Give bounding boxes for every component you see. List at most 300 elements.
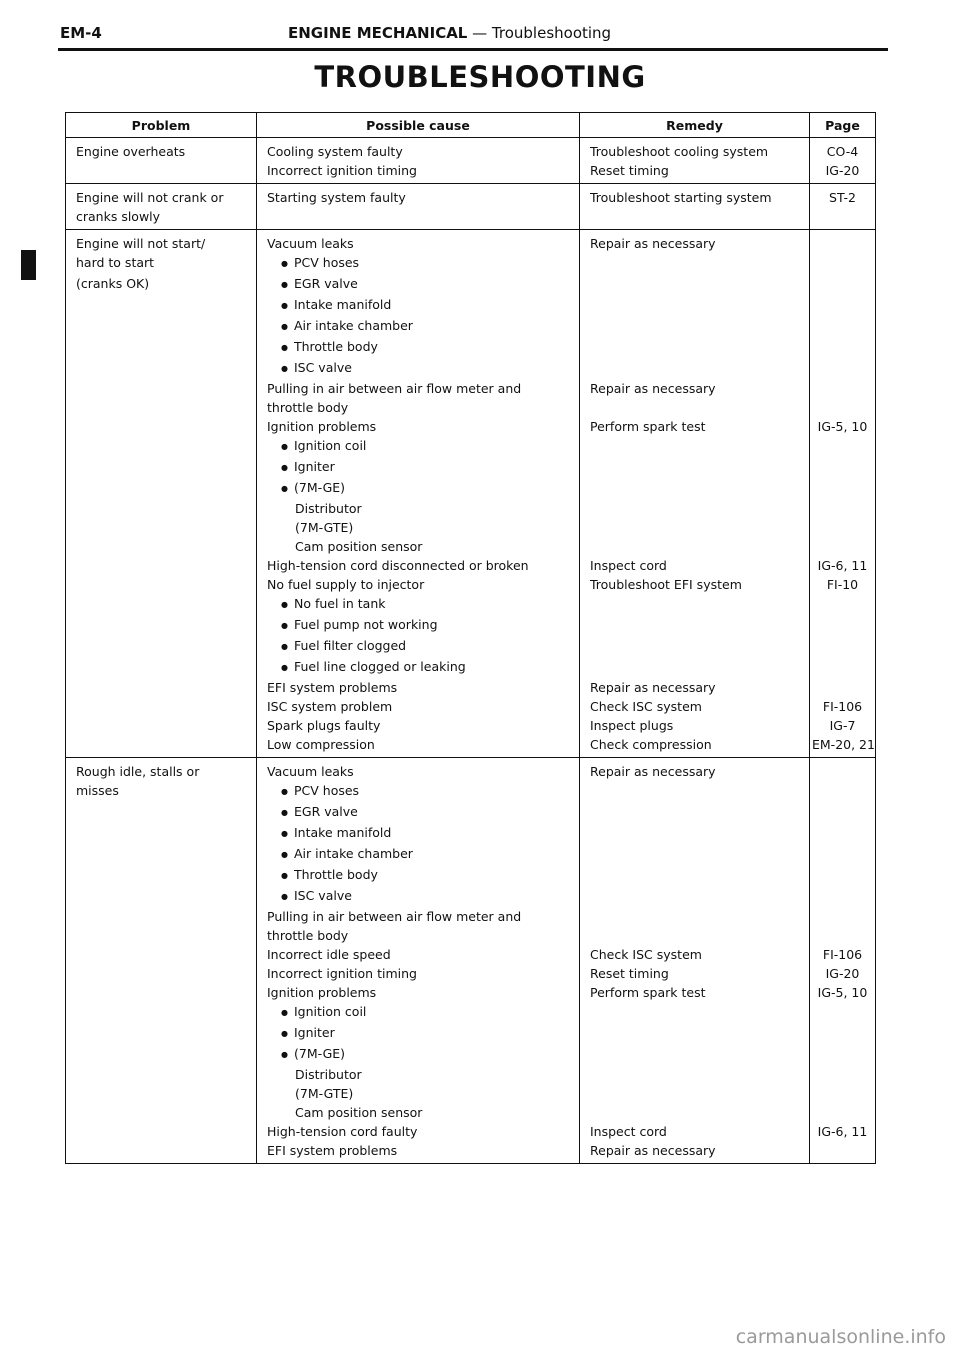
cell-cause: [257, 316, 580, 337]
cell-remedy-text: [590, 865, 803, 884]
cell-page-text: IG-20: [825, 163, 860, 178]
cell-page-text: [812, 907, 873, 926]
cell-page-text: [812, 1023, 873, 1042]
cell-cause-text: High-tension cord disconnected or broken: [267, 558, 529, 573]
page-code: EM-4: [60, 24, 102, 42]
cell-problem: [66, 1023, 257, 1044]
cell-cause: [257, 657, 580, 678]
cell-cause-text: ● (7M-GE): [267, 478, 573, 499]
table-row: [66, 636, 876, 657]
cell-remedy-text: [590, 537, 803, 556]
cell-page: [810, 230, 876, 254]
cell-remedy: [580, 274, 810, 295]
cell-problem-text: [76, 926, 250, 945]
cell-cause: [257, 478, 580, 499]
cell-problem: [66, 138, 257, 162]
cell-remedy-text: [590, 844, 803, 863]
cell-remedy: [580, 657, 810, 678]
column-header-cause: Possible cause: [257, 113, 580, 138]
cell-problem: [66, 337, 257, 358]
cell-page-text: IG-5, 10: [817, 985, 868, 1000]
cell-page-text: FI-10: [826, 577, 859, 592]
cell-problem-text: Engine will not crank or: [76, 190, 224, 205]
cell-problem: [66, 518, 257, 537]
table-row: [66, 295, 876, 316]
table-row: [66, 417, 876, 436]
table-row: [66, 1122, 876, 1141]
cell-remedy: [580, 844, 810, 865]
cell-cause-text: ● No fuel in tank: [267, 594, 573, 615]
cell-cause-text: Cooling system faulty: [267, 144, 403, 159]
cell-page-text: [812, 274, 873, 293]
cell-problem: [66, 823, 257, 844]
cell-problem-text: Engine overheats: [76, 144, 186, 159]
cell-remedy: [580, 964, 810, 983]
cell-problem: [66, 758, 257, 782]
cell-cause-text: ● Intake manifold: [267, 823, 573, 844]
cell-remedy: [580, 499, 810, 518]
cell-remedy: [580, 184, 810, 208]
table-row: [66, 758, 876, 782]
cell-remedy: [580, 417, 810, 436]
cell-problem: [66, 537, 257, 556]
cell-cause: [257, 358, 580, 379]
cell-problem: [66, 274, 257, 295]
cell-page: [810, 184, 876, 208]
cell-remedy-text: Inspect plugs: [590, 718, 674, 733]
cell-cause: [257, 907, 580, 926]
cell-cause: [257, 457, 580, 478]
cell-problem-text: [76, 983, 250, 1002]
cell-cause-text: Incorrect ignition timing: [267, 163, 417, 178]
cell-cause-text: ● Igniter: [267, 1023, 573, 1044]
table-row: [66, 161, 876, 184]
table-row: [66, 1103, 876, 1122]
cell-page: [810, 594, 876, 615]
cell-cause-text: ● PCV hoses: [267, 253, 573, 274]
table-row: [66, 926, 876, 945]
cell-remedy-text: [590, 1002, 803, 1021]
cell-cause-text: Pulling in air between air flow meter and: [267, 909, 522, 924]
table-row: [66, 983, 876, 1002]
cell-problem: [66, 983, 257, 1002]
cell-cause: [257, 983, 580, 1002]
cell-cause-text: ● EGR valve: [267, 274, 573, 295]
cell-problem-text: [76, 457, 250, 476]
cell-page: [810, 615, 876, 636]
cell-cause: [257, 823, 580, 844]
cell-page: [810, 161, 876, 184]
cell-cause-text: ● Air intake chamber: [267, 844, 573, 865]
cell-cause-text: ● Fuel filter clogged: [267, 636, 573, 657]
cell-remedy: [580, 636, 810, 657]
table-row: [66, 735, 876, 758]
cell-remedy-text: Perform spark test: [590, 419, 706, 434]
cell-problem-text: [76, 945, 250, 964]
cell-page: [810, 478, 876, 499]
cell-problem-text: [76, 379, 250, 398]
cell-remedy: [580, 1084, 810, 1103]
cell-page-text: [812, 844, 873, 863]
table-row: [66, 716, 876, 735]
cell-problem-text: [76, 316, 250, 335]
cell-cause: [257, 295, 580, 316]
cell-problem-text: hard to start: [76, 255, 155, 270]
cell-problem: [66, 926, 257, 945]
cell-remedy-text: [590, 886, 803, 905]
cell-page-text: [812, 499, 873, 518]
cell-problem: [66, 184, 257, 208]
cell-page: [810, 436, 876, 457]
cell-page: [810, 207, 876, 230]
cell-remedy: [580, 594, 810, 615]
cell-remedy: [580, 716, 810, 735]
cell-cause-text: ● Throttle body: [267, 865, 573, 886]
cell-page: [810, 907, 876, 926]
cell-problem-text: [76, 678, 250, 697]
cell-page: [810, 697, 876, 716]
cell-problem-text: [76, 657, 250, 676]
cell-cause: [257, 184, 580, 208]
cell-remedy: [580, 253, 810, 274]
cell-problem: [66, 358, 257, 379]
cell-page-text: [812, 1141, 873, 1160]
cell-cause-text: Ignition problems: [267, 985, 377, 1000]
cell-problem: [66, 1122, 257, 1141]
cell-cause: [257, 1103, 580, 1122]
cell-problem: [66, 802, 257, 823]
cell-page: [810, 823, 876, 844]
cell-cause: [257, 678, 580, 697]
cell-remedy-text: Troubleshoot starting system: [590, 190, 772, 205]
cell-remedy-text: [590, 518, 803, 537]
cell-page: [810, 886, 876, 907]
cell-problem-text: Rough idle, stalls or: [76, 764, 200, 779]
cell-cause-text: Vacuum leaks: [267, 236, 354, 251]
cell-page-text: [812, 295, 873, 314]
cell-page: [810, 1023, 876, 1044]
cell-page-text: [812, 457, 873, 476]
cell-page: [810, 844, 876, 865]
cell-problem-text: [76, 478, 250, 497]
cell-remedy-text: Reset timing: [590, 163, 669, 178]
cell-cause: [257, 697, 580, 716]
cell-page-text: [812, 802, 873, 821]
cell-problem-text: cranks slowly: [76, 209, 161, 224]
table-row: [66, 781, 876, 802]
cell-cause-text: Pulling in air between air flow meter and: [267, 381, 522, 396]
cell-remedy-text: Repair as necessary: [590, 381, 716, 396]
cell-cause-text: ● Throttle body: [267, 337, 573, 358]
cell-page: [810, 358, 876, 379]
cell-problem: [66, 735, 257, 758]
cell-remedy: [580, 697, 810, 716]
cell-cause: [257, 781, 580, 802]
cell-problem: [66, 594, 257, 615]
cell-problem: [66, 945, 257, 964]
cell-cause-text: ● ISC valve: [267, 886, 573, 907]
table-row: [66, 802, 876, 823]
cell-remedy: [580, 1002, 810, 1023]
cell-page: [810, 295, 876, 316]
cell-cause: [257, 161, 580, 184]
cell-cause: [257, 398, 580, 417]
cell-problem: [66, 615, 257, 636]
cell-page-text: [812, 316, 873, 335]
cell-remedy: [580, 478, 810, 499]
table-row: [66, 886, 876, 907]
cell-page-text: [812, 615, 873, 634]
table-row: [66, 1141, 876, 1164]
cell-cause: [257, 716, 580, 735]
cell-remedy: [580, 1103, 810, 1122]
cell-remedy: [580, 735, 810, 758]
cell-page-text: [812, 636, 873, 655]
cell-problem: [66, 1002, 257, 1023]
cell-problem: [66, 844, 257, 865]
cell-remedy-text: [590, 1044, 803, 1063]
cell-problem: [66, 907, 257, 926]
table-row: [66, 678, 876, 697]
cell-problem-text: [76, 735, 250, 754]
cell-problem-text: [76, 1044, 250, 1063]
cell-problem-text: [76, 1084, 250, 1103]
cell-remedy-text: [590, 253, 803, 272]
cell-problem-text: [76, 802, 250, 821]
cell-page: [810, 575, 876, 594]
cell-remedy-text: Perform spark test: [590, 985, 706, 1000]
cell-page-text: [812, 358, 873, 377]
cell-cause: [257, 138, 580, 162]
cell-page: [810, 636, 876, 657]
cell-cause-text: Incorrect idle speed: [267, 947, 391, 962]
cell-problem: [66, 499, 257, 518]
table-row: [66, 964, 876, 983]
cell-remedy-text: [590, 1065, 803, 1084]
cell-remedy: [580, 295, 810, 316]
table-row: [66, 316, 876, 337]
table-row: [66, 138, 876, 162]
cell-page-text: [812, 762, 873, 781]
cell-cause-text: ● Ignition coil: [267, 436, 573, 457]
cell-remedy: [580, 758, 810, 782]
cell-page: [810, 735, 876, 758]
cell-problem: [66, 417, 257, 436]
cell-problem: [66, 886, 257, 907]
cell-remedy: [580, 575, 810, 594]
cell-problem-text: [76, 1122, 250, 1141]
cell-remedy-text: [590, 926, 803, 945]
cell-problem-text: [76, 1065, 250, 1084]
cell-problem: [66, 697, 257, 716]
cell-remedy: [580, 886, 810, 907]
cell-cause-text: Spark plugs faulty: [267, 718, 381, 733]
cell-remedy-text: Troubleshoot cooling system: [590, 144, 769, 159]
cell-problem: [66, 398, 257, 417]
cell-page: [810, 556, 876, 575]
cell-problem: [66, 1103, 257, 1122]
cell-cause-text: ● (7M-GE): [267, 1044, 573, 1065]
cell-problem: [66, 478, 257, 499]
cell-cause-text: (7M-GTE): [295, 520, 354, 535]
table-row: [66, 457, 876, 478]
cell-problem-text: [76, 417, 250, 436]
table-row: [66, 253, 876, 274]
cell-cause: [257, 1122, 580, 1141]
cell-page: [810, 865, 876, 886]
cell-page: [810, 657, 876, 678]
cell-page: [810, 337, 876, 358]
table-row: [66, 907, 876, 926]
table-row: [66, 230, 876, 254]
cell-page-text: [812, 478, 873, 497]
cell-problem: [66, 161, 257, 184]
cell-page-text: [812, 678, 873, 697]
cell-problem-text: [76, 844, 250, 863]
cell-cause: [257, 274, 580, 295]
cell-page-text: [812, 379, 873, 398]
cell-problem-text: [76, 964, 250, 983]
cell-page: [810, 274, 876, 295]
table-row: [66, 337, 876, 358]
cell-remedy: [580, 207, 810, 230]
cell-remedy-text: Inspect cord: [590, 558, 667, 573]
cell-cause-text: ● PCV hoses: [267, 781, 573, 802]
section-name: ENGINE MECHANICAL: [288, 24, 468, 42]
cell-page-text: [812, 657, 873, 676]
cell-page: [810, 138, 876, 162]
cell-remedy-text: Check ISC system: [590, 947, 702, 962]
cell-page: [810, 983, 876, 1002]
cell-cause-text: ● Fuel pump not working: [267, 615, 573, 636]
cell-cause: [257, 594, 580, 615]
cell-problem-text: [76, 1023, 250, 1042]
cell-remedy-text: [590, 615, 803, 634]
cell-problem-text: [76, 499, 250, 518]
cell-remedy: [580, 379, 810, 398]
cell-remedy-text: Repair as necessary: [590, 680, 716, 695]
cell-remedy: [580, 802, 810, 823]
cell-cause: [257, 1065, 580, 1084]
cell-remedy: [580, 1065, 810, 1084]
watermark: carmanualsonline.info: [735, 1326, 946, 1348]
cell-remedy: [580, 678, 810, 697]
cell-remedy: [580, 161, 810, 184]
cell-cause-text: [267, 207, 573, 226]
cell-problem-text: [76, 337, 250, 356]
cell-page: [810, 1122, 876, 1141]
cell-page-text: [812, 886, 873, 905]
cell-problem-text: [76, 575, 250, 594]
table-row: [66, 1065, 876, 1084]
cell-page: [810, 758, 876, 782]
cell-page: [810, 678, 876, 697]
cell-remedy-text: Inspect cord: [590, 1124, 667, 1139]
column-header-page: Page: [810, 113, 876, 138]
cell-problem-text: [76, 295, 250, 314]
table-row: [66, 499, 876, 518]
cell-page: [810, 1103, 876, 1122]
table-row: [66, 1023, 876, 1044]
cell-remedy-text: Repair as necessary: [590, 1143, 716, 1158]
cell-cause-text: Incorrect ignition timing: [267, 966, 417, 981]
cell-problem: [66, 1141, 257, 1164]
cell-cause: [257, 537, 580, 556]
cell-page-text: [812, 1065, 873, 1084]
cell-cause: [257, 575, 580, 594]
troubleshooting-table: [65, 112, 876, 1164]
cell-page-text: [812, 781, 873, 800]
cell-page: [810, 802, 876, 823]
cell-cause: [257, 1023, 580, 1044]
cell-problem: [66, 964, 257, 983]
table-row: [66, 556, 876, 575]
cell-remedy: [580, 1122, 810, 1141]
cell-page-text: [812, 1044, 873, 1063]
cell-remedy-text: Repair as necessary: [590, 236, 716, 251]
cell-page-text: IG-7: [829, 718, 856, 733]
cell-problem-text: [76, 358, 250, 377]
table-row: [66, 1084, 876, 1103]
cell-cause: [257, 945, 580, 964]
table-row: [66, 615, 876, 636]
cell-problem-text: [76, 716, 250, 735]
cell-remedy-text: [590, 207, 803, 226]
page-title: TROUBLESHOOTING: [314, 60, 646, 94]
cell-cause: [257, 337, 580, 358]
table-row: [66, 1044, 876, 1065]
cell-page-text: ST-2: [829, 190, 856, 205]
cell-problem: [66, 436, 257, 457]
cell-remedy: [580, 436, 810, 457]
cell-remedy-text: [590, 337, 803, 356]
table-row: [66, 657, 876, 678]
cell-page-text: [812, 537, 873, 556]
cell-remedy: [580, 983, 810, 1002]
cell-cause: [257, 636, 580, 657]
cell-cause-text: No fuel supply to injector: [267, 577, 425, 592]
cell-remedy-text: [590, 316, 803, 335]
cell-remedy-text: [590, 657, 803, 676]
cell-cause: [257, 802, 580, 823]
cell-cause-text: ● Igniter: [267, 457, 573, 478]
cell-page-text: [812, 398, 873, 417]
cell-problem: [66, 457, 257, 478]
cell-cause-text: Distributor: [295, 1067, 362, 1082]
cell-remedy-text: [590, 478, 803, 497]
cell-cause-text: Starting system faulty: [267, 190, 406, 205]
cell-cause: [257, 499, 580, 518]
cell-cause: [257, 417, 580, 436]
cell-cause-text: EFI system problems: [267, 680, 398, 695]
cell-page-text: [812, 518, 873, 537]
cell-page: [810, 316, 876, 337]
cell-remedy-text: [590, 1103, 803, 1122]
cell-remedy: [580, 556, 810, 575]
cell-page: [810, 253, 876, 274]
cell-cause-text: ISC system problem: [267, 699, 393, 714]
cell-cause: [257, 207, 580, 230]
cell-problem-text: [76, 537, 250, 556]
cell-problem: [66, 253, 257, 274]
table-row: [66, 537, 876, 556]
cell-cause: [257, 436, 580, 457]
cell-problem-text: [76, 1103, 250, 1122]
cell-cause-text: ● Intake manifold: [267, 295, 573, 316]
cell-problem: [66, 678, 257, 697]
cell-page-text: IG-20: [825, 966, 860, 981]
cell-cause: [257, 1084, 580, 1103]
